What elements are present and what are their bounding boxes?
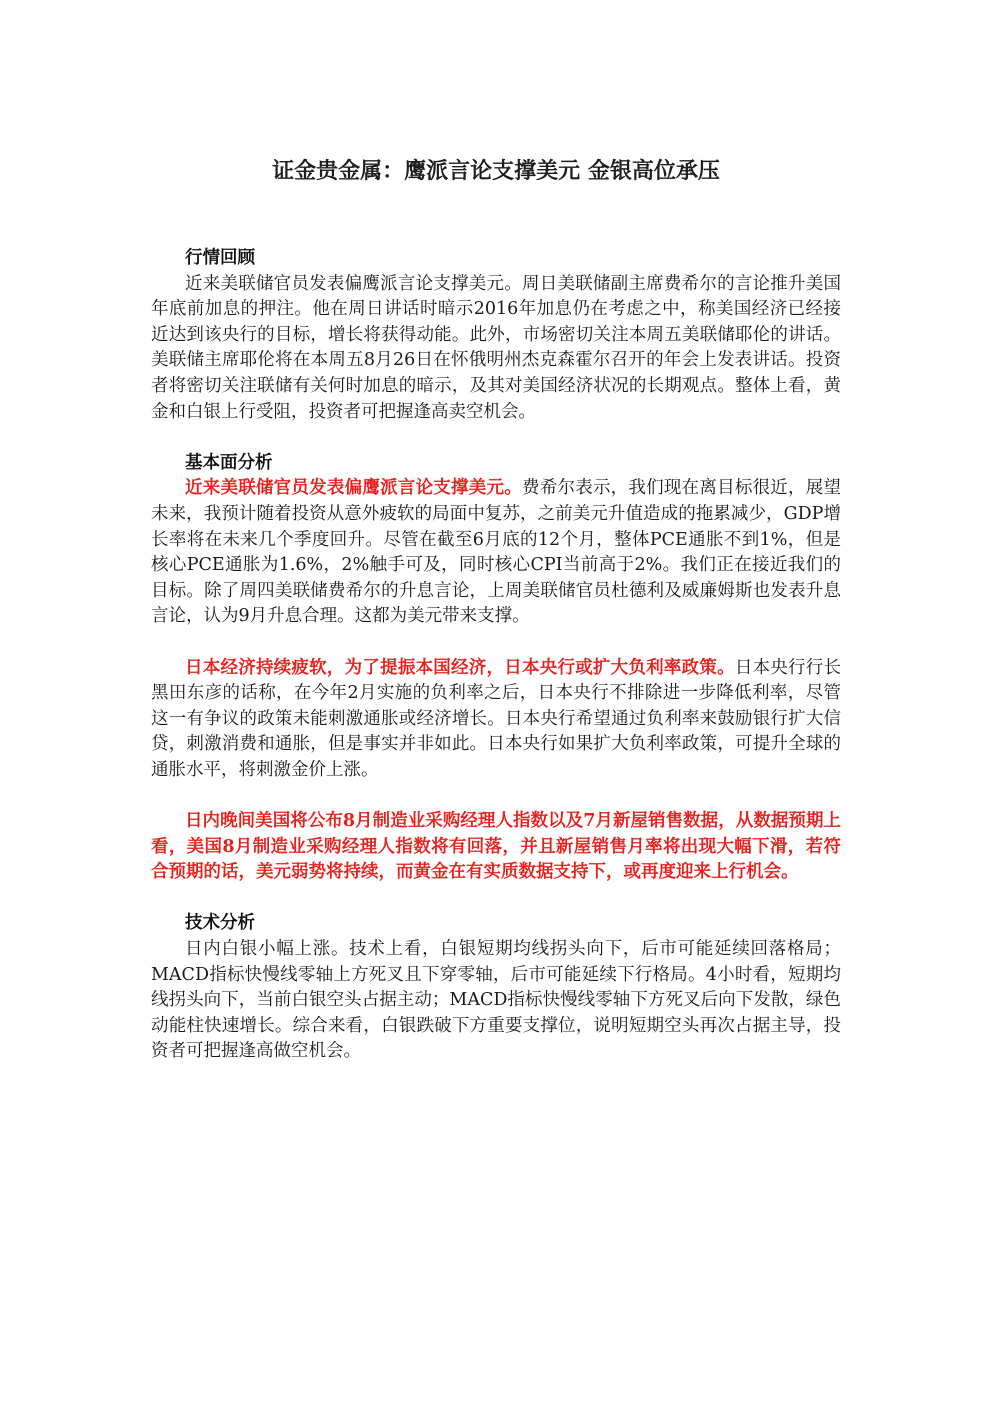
paragraph-spacer — [151, 783, 841, 809]
paragraph-text: 日内白银小幅上涨。技术上看，白银短期均线拐头向下，后市可能延续回落格局；MACD指标快慢线零轴上方死叉且下穿零轴，后市可能延续下行格局。4小时看，短期均线拐头向下，当前白银空头占据主动；MACD指标快慢线零轴下方死叉后向下发散，绿色动能柱快速增长。综合来看，白银跌破下方重要支撑位，说明短期空头再次占据主导，投资者可把握逢高做空机会。 — [151, 939, 841, 1062]
paragraph-japan-policy — [151, 656, 841, 784]
section-heading-market-review: 行情回顾 — [185, 248, 255, 268]
section-spacer — [151, 425, 841, 451]
section-spacer — [151, 886, 841, 912]
paragraph-highlight: 日本经济持续疲软，为了提振本国经济，日本央行或扩大负利率政策。 — [185, 657, 735, 678]
section-heading-fundamentals: 基本面分析 — [185, 452, 273, 473]
paragraph-text: 日本央行行长黑田东彦的话称，在今年2月实施的负利率之后，日本央行不排除进一步降低利率，尽管这一有争议的政策未能刺激通胀或经济增长。日本央行希望通过负利率来鼓励银行扩大信贷，刺激消费和通胀，但是事实并非如此。日本央行如果扩大负利率政策，可提升全球的通胀水平，将刺激金价上涨。 — [151, 657, 842, 780]
paragraph-text: 费希尔表示，我们现在离目标很近，展望未来，我预计随着投资从意外疲软的局面中复苏，之前美元升值造成的拖累减少，GDP增长率将在未来几个季度回升。尽管在截至6月底的12个月，整体PCE通胀不到1%，但是核心PCE通胀为1.6%，2%触手可及，同时核心CPI当前高于2%。我们正在接近我们的目标。除了周四美联储费希尔的升息言论，上周美联储官员杜德利及威廉姆斯也发表升息言论，认为9月升息合理。这都为美元带来支撑。 — [151, 478, 842, 627]
paragraph-highlight: 日内晚间美国将公布8月制造业采购经理人指数以及7月新屋销售数据，从数据预期上看，美国8月制造业采购经理人指数将有回落，并且新屋销售月率将出现大幅下滑，若符合预期的话，美元弱势将持续，而黄金在有实质数据支持下，或再度迎来上行机会。 — [151, 811, 841, 883]
paragraph-highlight: 近来美联储官员发表偏鹰派言论支撑美元。 — [185, 478, 522, 499]
paragraph-technical — [151, 937, 841, 1065]
document-body — [151, 246, 841, 1065]
paragraph-us-data-outlook — [151, 809, 841, 886]
paragraph-spacer — [151, 630, 841, 656]
paragraph-fed-hawkish — [151, 476, 841, 630]
paragraph-text: 近来美联储官员发表偏鹰派言论支撑美元。周日美联储副主席费希尔的言论推升美国年底前加息的押注。他在周日讲话时暗示2016年加息仍在考虑之中，称美国经济已经接近达到该央行的目标，增长将获得动能。此外，市场密切关注本周五美联储耶伦的讲话。美联储主席耶伦将在本周五8月26日在怀俄明州杰克森霍尔召开的年会上发表讲话。投资者将密切关注联储有关何时加息的暗示，及其对美国经济状况的长期观点。整体上看，黄金和白银上行受阻，投资者可把握逢高卖空机会。 — [151, 273, 841, 422]
paragraph-market-review — [151, 272, 841, 426]
section-heading-technical: 技术分析 — [185, 913, 255, 934]
document-title: 证金贵金属：鹰派言论支撑美元 金银高位承压 — [272, 158, 720, 184]
